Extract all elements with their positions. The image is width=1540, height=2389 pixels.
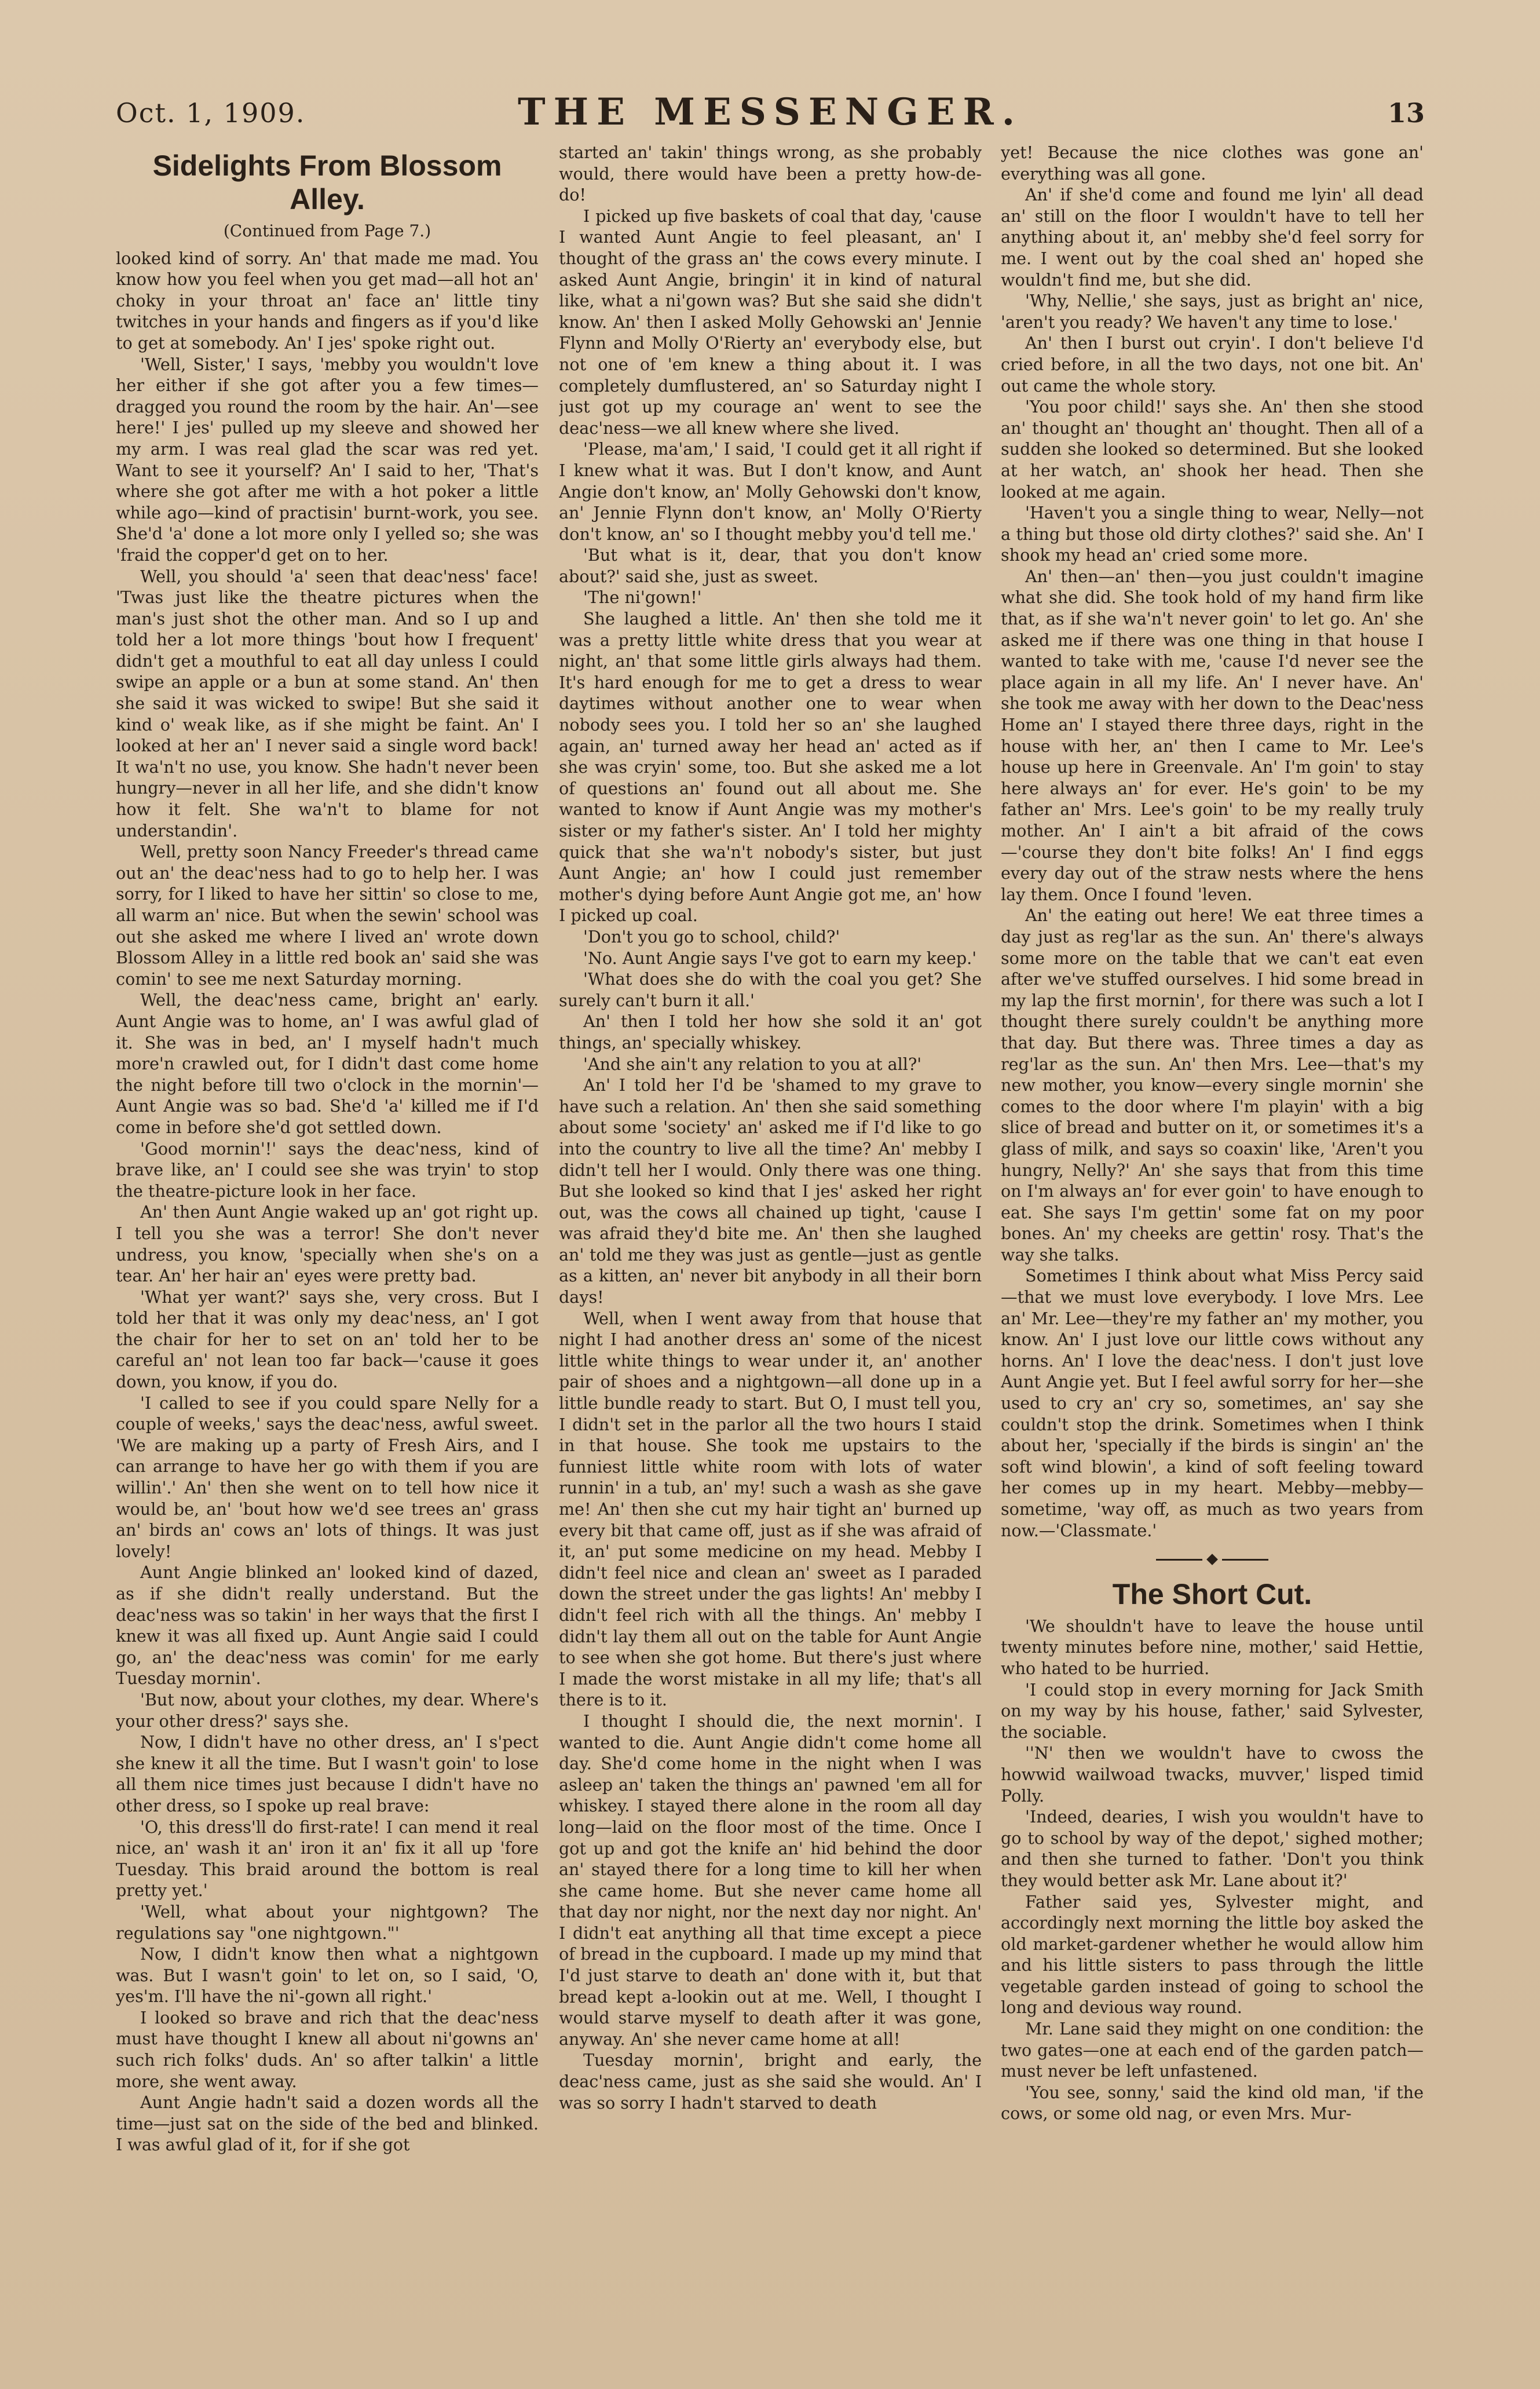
paragraph: ''N' then we wouldn't have to cwoss the howwid wailwoad twacks, muvver,' lisped timid Polly. <box>1001 1743 1424 1806</box>
paragraph: An' the eating out here! We eat three times a day just as reg'lar as the sun. An' there's always some more on the table that we can't eat even after we've stuffed ourselves. I hid some bread in my lap the first mornin', for there was such a lot I thought there surely couldn't be anything more that day. But there was. Three times a day as reg'lar as the sun. An' then Mrs. Lee—that's my new mother, you know—every single mornin' she comes to the door where I'm playin' with a big slice of bread and butter on it, or sometimes it's a glass of milk, and says so coaxin' like, 'Aren't you hungry, Nelly?' An' she says that from this time on I'm always an' for ever goin' to have enough to eat. She says I'm gettin' some fat on my poor bones. An' my cheeks are gettin' rosy. That's the way she talks. <box>1001 905 1424 1265</box>
paragraph: 'Well, what about your nightgown? The regulations say "one nightgown."' <box>116 1901 539 1943</box>
paragraph: Mr. Lane said they might on one condition: the two gates—one at each end of the garden patch—must never be left unfastened. <box>1001 2019 1424 2081</box>
paragraph: Tuesday mornin', bright and early, the deac'ness came, just as she said she would. An' I was so sorry I hadn't starved to death <box>559 2050 982 2113</box>
paragraph: An' if she'd come and found me lyin' all dead an' still on the floor I wouldn't have to tell her anything about it, an' mebby she'd feel sorry for me. I went out by the coal shed an' hoped she wouldn't find me, but she did. <box>1001 185 1424 290</box>
column-1 <box>116 142 539 2361</box>
paragraph: 'Please, ma'am,' I said, 'I could get it all right if I knew what it was. But I don't know, and Aunt Angie don't know, an' Molly Gehowski don't know, an' Jennie Flynn don't know, an' Molly O'Rierty don't know, an' so I thought mebby you'd tell me.' <box>559 439 982 544</box>
paragraph: 'Why, Nellie,' she says, just as bright an' nice, 'aren't you ready? We haven't any time to lose.' <box>1001 291 1424 332</box>
paragraph: 'We shouldn't have to leave the house until twenty minutes before nine, mother,' said Hettie, who hated to be hurried. <box>1001 1616 1424 1678</box>
article-title-short-cut: The Short Cut. <box>1112 1577 1312 1610</box>
short-cut-text <box>1001 1616 1424 2124</box>
paragraph: An' then—an' then—you just couldn't imagine what she did. She took hold of my hand firm like that, as if she wa'n't never goin' to let go. An' she asked me if there was one thing in that house I wanted to take with me, 'cause I'd never see the place again in all my life. An' I never have. An' she took me away with her down to the Deac'ness Home an' I stayed there three days, right in the house with her, an' then I came to Mr. Lee's house up here in Greenvale. An' I'm goin' to stay here always an' for ever. He's goin' to be my father an' Mrs. Lee's goin' to be my really truly mother. An' I ain't a bit afraid of the cows—'course they don't bite folks! An' I find eggs every day out of the straw nests where the hens lay them. Once I found 'leven. <box>1001 566 1424 904</box>
paragraph: 'But now, about your clothes, my dear. Where's your other dress?' says she. <box>116 1689 539 1731</box>
paragraph: yet! Because the nice clothes was gone an' everything was all gone. <box>1001 143 1424 184</box>
paragraph: She laughed a little. An' then she told me it was a pretty little white dress that you wear at night, an' that some little girls always had them. It's hard enough for me to get a dress to wear daytimes without another one to wear when nobody sees you. I told her so an' she laughed again, an' turned away her head an' acted as if she was cryin' some, too. But she asked me a lot of questions an' found out all about me. She wanted to know if Aunt Angie was my mother's sister or my father's sister. An' I told her mighty quick that she wa'n't nobody's sister, but just Aunt Angie; an' how I could just remember mother's dying before Aunt Angie got me, an' how I picked up coal. <box>559 609 982 926</box>
paragraph: 'The ni'gown!' <box>583 587 702 608</box>
masthead-title: THE MESSENGER. <box>518 90 1023 134</box>
paragraph: Well, when I went away from that house that night I had another dress an' some of the nicest little white things to wear under it, an' another pair of shoes and a nightgown—all done up in a little bundle ready to start. But O, I must tell you, I didn't set in the parlor all the two hours I staid in that house. She took me upstairs to the funniest little white room with lots of water runnin' in a tub, an' my! such a wash as she gave me! An' then she cut my hair tight an' burned up every bit that came off, just as if she was afraid of it, an' put some medicine on my head. Mebby I didn't feel nice and clean an' sweet as I paraded down the street under the gas lights! An' mebby I didn't feel rich with all the things. An' mebby I didn't lay them all out on the table for Aunt Angie to see when she got home. But there's just where I made the worst mistake in all my life; that's all there is to it. <box>559 1308 982 1710</box>
column-2-text <box>559 142 982 2113</box>
continued-note: (Continued from Page 7.) <box>223 221 431 240</box>
paragraph: I thought I should die, the next mornin'. I wanted to die. Aunt Angie didn't come home all day. She'd come home in the night when I was asleep an' taken the things an' pawned 'em all for whiskey. I stayed there alone in the room all day long—laid on the floor most of the time. Once I got up and got the knife an' hid behind the door an' stayed there for a long time to kill her when she came home. But she never came home all that day nor night, nor the next day nor night. An' I didn't eat anything all that time except a piece of bread in the cupboard. I made up my mind that I'd just starve to death an' done with it, but that bread kept a-lookin out at me. Well, I thought I would starve myself to death after it was gone, anyway. An' she never came home at all! <box>559 1711 982 2049</box>
paragraph: 'You poor child!' says she. An' then she stood an' thought an' thought an' thought. Then all of a sudden she looked so determined. But she looked at her watch, an' shook her head. Then she looked at me again. <box>1001 397 1424 502</box>
paragraph: Well, the deac'ness came, bright an' early. Aunt Angie was to home, an' I was awful glad of it. She was in bed, an' I myself hadn't much more'n crawled out, for I didn't dast come home the night before till two o'clock in the mornin'—Aunt Angie was so bad. She'd 'a' killed me if I'd come in before she'd got settled down. <box>116 990 539 1137</box>
section-divider <box>1001 1549 1424 1570</box>
article-title: Sidelights From Blossom Alley. <box>152 149 502 215</box>
paragraph: Aunt Angie hadn't said a dozen words all the time—just sat on the side of the bed and blinked. I was awful glad of it, for if she got <box>116 2092 539 2155</box>
paragraph: An' then I told her how she sold it an' got things, an' specially whiskey. <box>559 1011 982 1053</box>
paragraph: 'I called to see if you could spare Nelly for a couple of weeks,' says the deac'ness, awful sweet. 'We are making up a party of Fresh Airs, and I can arrange to have her go with them if you are willin'.' An' then she went on to tell how nice it would be, an' 'bout how we'd see trees an' grass an' birds an' cows an' lots of things. It was just lovely! <box>116 1393 539 1561</box>
paragraph: Now, I didn't have no other dress, an' I s'pect she knew it all the time. But I wasn't goin' to lose all them nice times just because I didn't have no other dress, so I spoke up real brave: <box>116 1732 539 1816</box>
paragraph: 'Indeed, dearies, I wish you wouldn't have to go to school by way of the depot,' sighed mother; and then she turned to father. 'Don't you think they would better ask Mr. Lane about it?' <box>1001 1807 1424 1890</box>
issue-date: Oct. 1, 1909. <box>116 97 306 129</box>
paragraph: 'Well, Sister,' I says, 'mebby you wouldn't love her either if she got after you a few times—dragged you round the room by the hair. An'—see here!' I jes' pulled up my sleeve and showed her my arm. I was real glad the scar was red yet. Want to see it yourself? An' I said to her, 'That's where she got after me with a hot poker a little while ago—kind of practisin' burnt-work, you see. She'd 'a' done a lot more only I yelled so; she was 'fraid the copper'd get on to her. <box>116 354 539 565</box>
paragraph: started an' takin' things wrong, as she probably would, there would have been a pretty how-de-do! <box>559 143 982 205</box>
paragraph: looked kind of sorry. An' that made me mad. You know how you feel when you get mad—all hot an' choky in your throat an' face an' little tiny twitches in your hands and fingers as if you'd like to get at somebody. An' I jes' spoke right out. <box>116 248 539 353</box>
paragraph: Well, you should 'a' seen that deac'ness' face! 'Twas just like the theatre pictures when the man's just shot the other man. And so I up and told her a lot more things 'bout how I frequent' didn't get a mouthful to eat all day unless I could swipe an apple or a bun at some stand. An' then she said it was wicked to swipe! But she said it kind o' weak like, as if she might be faint. An' I looked at her an' I never said a single word back! It wa'n't no use, you know. She hadn't never been hungry—never in all her life, and she didn't know how it felt. She wa'n't to blame for not understandin'. <box>116 566 539 841</box>
paragraph: An' I told her I'd be 'shamed to my grave to have such a relation. An' then she said something about some 'society' an' asked me if I'd like to go into the country to live all the time? An' mebby I didn't tell her I would. Only there was one thing. But she looked so kind that I jes' asked her right out, was the cows all chained up tight, 'cause I was afraid they'd bite me. An' then she laughed an' told me they was just as gentle—just as gentle as a kitten, an' never bit anybody in all their born days! <box>559 1075 982 1307</box>
paragraph: I picked up five baskets of coal that day, 'cause I wanted Aunt Angie to feel pleasant, an' I thought of the grass an' the cows every minute. I asked Aunt Angie, bringin' it in kind of natural like, what a ni'gown was? But she said she didn't know. An' then I asked Molly Gehowski an' Jennie Flynn and Molly O'Rierty an' everybody else, but not one of 'em knew a thing about it. I was completely dumflustered, an' so Saturday night I just got up my courage an' went to see the deac'ness—we all knew where she lived. <box>559 206 982 438</box>
paragraph: 'Haven't you a single thing to wear, Nelly—not a thing but those old dirty clothes?' said she. An' I shook my head an' cried some more. <box>1001 503 1424 565</box>
paragraph: 'And she ain't any relation to you at all?' <box>583 1054 922 1074</box>
paragraph: An' then Aunt Angie waked up an' got right up. I tell you she was a terror! She don't never undress, you know, 'specially when she's on a tear. An' her hair an' eyes were pretty bad. <box>116 1202 539 1286</box>
paragraph: Sometimes I think about what Miss Percy said—that we must love everybody. I love Mrs. Lee an' Mr. Lee—they're my father an' my mother, you know. An' I just love our little cows without any horns. An' I love the deac'ness. I don't just love Aunt Angie yet. But I feel awful sorry for her—she used to cry an' cry so, sometimes, an' say she couldn't stop the drink. Sometimes when I think about her, 'specially if the birds is singin' an' the soft wind blowin', a kind of soft feeling toward her comes up in my heart. Mebby—mebby—sometime, 'way off, as much as two years from now.—'Classmate.' <box>1001 1266 1424 1540</box>
column-3-text <box>1001 142 1424 1541</box>
column-3 <box>1001 142 1424 2361</box>
paragraph: I looked so brave and rich that the deac'ness must have thought I knew all about ni'gowns an' such rich folks' duds. An' so after talkin' a little more, she went away. <box>116 2007 539 2091</box>
paragraph: Father said yes, Sylvester might, and accordingly next morning the little boy asked the old market-gardener whether he would allow him and his little sisters to pass through the little vegetable garden instead of going to school the long and devious way round. <box>1001 1891 1424 2018</box>
paragraph: An' then I burst out cryin'. I don't believe I'd cried before, in all the two days, not one bit. An' out came the whole story. <box>1001 333 1424 396</box>
paragraph: 'But what is it, dear, that you don't know about?' said she, just as sweet. <box>559 545 982 586</box>
paragraph: 'What yer want?' says she, very cross. But I told her that it was only my deac'ness, an' I got the chair for her to set on an' told her to be careful an' not lean too far back—'cause it goes down, you know, if you do. <box>116 1287 539 1392</box>
paragraph: Aunt Angie blinked an' looked kind of dazed, as if she didn't really understand. But the deac'ness was so takin' in her ways that the first I knew it was all fixed up. Aunt Angie said I could go, an' the deac'ness was comin' for me early Tuesday mornin'. <box>116 1562 539 1689</box>
paragraph: Well, pretty soon Nancy Freeder's thread came out an' the deac'ness had to go to help her. I was sorry, for I liked to have her sittin' so close to me, all warm an' nice. But when the sewin' school was out she asked me where I lived an' wrote down Blossom Alley in a little red book an' said she was comin' to see me next Saturday morning. <box>116 842 539 989</box>
paragraph: Now, I didn't know then what a nightgown was. But I wasn't goin' to let on, so I said, 'O, yes'm. I'll have the ni'-gown all right.' <box>116 1944 539 2007</box>
page-header <box>116 87 1425 139</box>
column-2 <box>559 142 982 2361</box>
paragraph: 'You see, sonny,' said the kind old man, 'if the cows, or some old nag, or even Mrs. Mur- <box>1001 2082 1424 2124</box>
paragraph: 'O, this dress'll do first-rate! I can mend it real nice, an' wash it an' iron it an' fix it all up 'fore Tuesday. This braid around the bottom is real pretty yet.' <box>116 1817 539 1901</box>
paragraph: 'Good mornin'!' says the deac'ness, kind of brave like, an' I could see she was tryin' to stop the theatre-picture look in her face. <box>116 1138 539 1201</box>
paragraph: 'I could stop in every morning for Jack Smith on my way by his house, father,' said Sylvester, the sociable. <box>1001 1679 1424 1742</box>
page-number: 13 <box>1387 97 1425 129</box>
paragraph: 'No. Aunt Angie says I've got to earn my keep.' <box>583 948 977 968</box>
paragraph: 'Don't you go to school, child?' <box>583 926 840 947</box>
paragraph: 'What does she do with the coal you get? She surely can't burn it all.' <box>559 969 982 1010</box>
column-1-text <box>116 248 539 2156</box>
